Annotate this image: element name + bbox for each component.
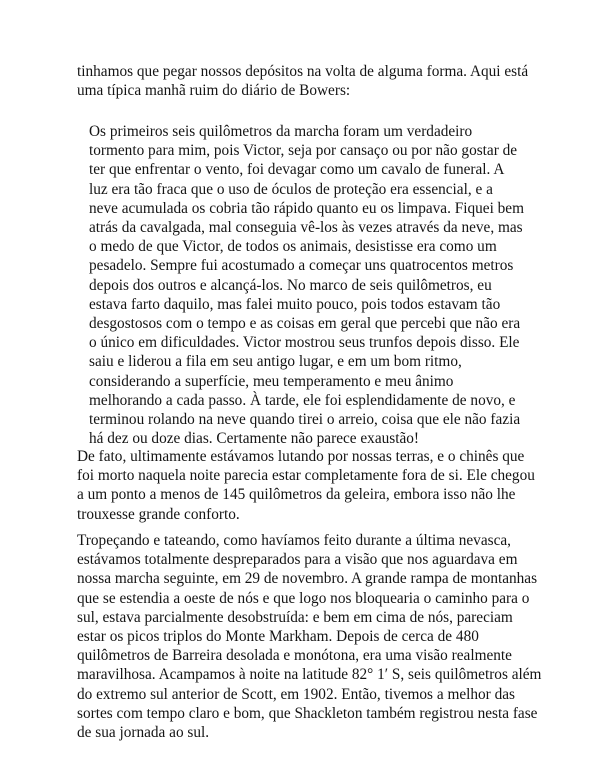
paragraph-intro [77,62,527,100]
text-line: a um ponto a menos de 145 quilômetros da geleira, embora isso não lhe [77,486,516,504]
text-line: foi morto naquela noite parecia estar completamente fora de si. Ele chegou [77,467,535,485]
text-line: que se estendia a oeste de nós e que logo nos bloquearia o caminho para o [77,589,530,607]
text-line: terminou rolando na neve quando tirei o arreio, coisa que ele não fazia [89,411,521,429]
text-line: depois dos outros e alcançá-los. No marco de seis quilômetros, eu [89,276,492,294]
text-line: nossa marcha seguinte, em 29 de novembro. A grande rampa de montanhas [77,570,538,588]
text-line: sortes com tempo claro e bom, que Shackleton também registrou nesta fase [77,704,538,722]
text-line: estar os picos triplos do Monte Markham. Depois de cerca de 480 [77,628,479,646]
text-line: atrás da cavalgada, mal conseguia vê-los às vezes através da neve, mas [89,219,523,237]
text-line: trouxesse grande conforto. [77,505,240,523]
text-line: o único em dificuldades. Victor mostrou seus trunfos depois disso. Ele [89,334,520,352]
text-line: há dez ou doze dias. Certamente não parece exaustão! [89,430,419,448]
text-line: luz era tão fraca que o uso de óculos de proteção era essencial, e a [89,180,493,198]
text-line: Tropeçando e tateando, como havíamos feito durante a última nevasca, [77,532,511,549]
text-line: pesadelo. Sempre fui acostumado a começar uns quatrocentos metros [89,257,514,275]
text-line: estava farto daquilo, mas falei muito pouco, pois todos estavam tão [89,295,501,313]
text-line: estávamos totalmente despreparados para a visão que nos aguardava em [77,551,518,569]
text-line: tinhamos que pegar nossos depósitos na volta de alguma forma. Aqui está [77,63,529,80]
paragraph-diary-quote [89,122,524,448]
text-line: o medo de que Victor, de todos os animais, desistisse era como um [89,238,497,256]
paragraph-mount-markham [77,531,542,742]
paragraph-chinaman [77,447,535,524]
text-line: saiu e liderou a fila em seu antigo lugar, e em um bom ritmo, [89,353,462,371]
text-line: uma típica manhã ruim do diário de Bowers: [77,82,351,100]
text-line: neve acumulada os cobria tão rápido quanto eu os limpava. Fiquei bem [89,199,524,217]
text-line: do extremo sul anterior de Scott, em 1902. Então, tivemos a melhor das [77,685,515,703]
text-line: De fato, ultimamente estávamos lutando por nossas terras, e o chinês que [77,448,525,465]
text-line: maravilhosa. Acampamos à noite na latitude 82° 1′ S, seis quilômetros além [77,666,542,684]
text-line: de sua jornada ao sul. [77,724,210,742]
text-line: Os primeiros seis quilômetros da marcha foram um verdadeiro [89,123,473,140]
text-line: ter que enfrentar o vento, foi devagar como um cavalo de funeral. A [89,161,505,179]
text-line: considerando a superfície, meu temperamento e meu ânimo [89,372,454,390]
text-line: melhorando a cada passo. À tarde, ele foi esplendidamente de novo, e [89,391,516,409]
text-line: desgostosos com o tempo e as coisas em geral que percebi que não era [89,315,521,333]
text-line: sul, estava parcialmente desobstruída: e bem em cima de nós, pareciam [77,608,513,626]
text-line: quilômetros de Barreira desolada e monótona, era uma visão realmente [77,647,512,665]
text-line: tormento para mim, pois Victor, seja por cansaço ou por não gostar de [89,142,518,160]
